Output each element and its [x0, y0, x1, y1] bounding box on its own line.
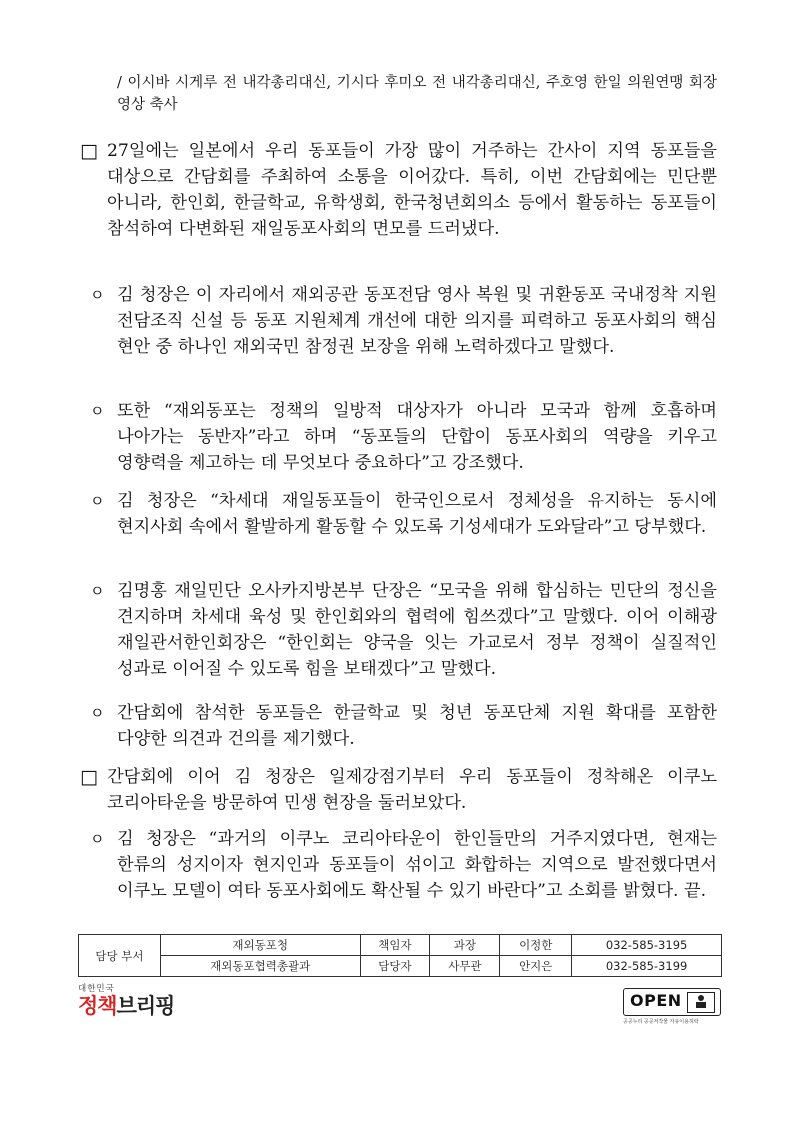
paragraph-suggestions	[90, 700, 717, 752]
paragraph-text: 김 청장은 “차세대 재일동포들이 한국인으로서 정체성을 유지하는 동시에 현지사회 속에서 활발하게 활동할 수 있도록 기성세대가 도와달라”고 당부했다.	[117, 491, 717, 537]
circle-bullet: ㅇ	[90, 704, 105, 722]
paragraph-koreatown-visit	[80, 764, 717, 816]
circle-bullet: ㅇ	[90, 492, 105, 510]
square-bullet: □	[80, 140, 98, 162]
paragraph-text: 27일에는 일본에서 우리 동포들이 가장 많이 거주하는 간사이 지역 동포들을 대상으로 간담회를 주최하여 소통을 이어갔다. 특히, 이번 간담회에는 민단뿐 아니라, 한인회, 한글학교, 유학생회, 한국청년회의소 등에서 활동하는 동포들이 참석하여 다변화된 재일동포사회의 면모를 드러냈다.	[107, 141, 717, 239]
logo-small-text: 대한민국	[78, 984, 115, 994]
paragraph-text: 김명홍 재일민단 오사카지방본부 단장은 “모국을 위해 합심하는 민단의 정신을 견지하며 차세대 육성 및 한인회와의 협력에 힘쓰겠다”고 말했다. 이어 이해광 재일관서한인회장은 “한인회는 양국을 잇는 가교로서 정부 정책이 실질적인 성과로 이어질 수 있도록 힘을 보태겠다”고 말했다.	[117, 581, 717, 679]
paragraph-text: 간담회에 이어 김 청장은 일제강점기부터 우리 동포들이 정착해온 이쿠노 코리아타운을 방문하여 민생 현장을 둘러보았다.	[107, 767, 717, 813]
logo-part2: 브리핑	[116, 994, 175, 1018]
paragraph-ikuno-model	[90, 826, 717, 904]
circle-bullet: ㅇ	[90, 286, 105, 304]
circle-bullet: ㅇ	[90, 402, 105, 420]
table-row	[79, 956, 722, 977]
open-box	[623, 988, 721, 1016]
dept-label: 담당 부서	[79, 935, 161, 977]
paragraph-consular-support	[90, 282, 717, 360]
open-label: OPEN	[630, 991, 682, 1010]
open-license-badge	[623, 988, 721, 1030]
phone-cell: 032-585-3199	[572, 956, 722, 977]
name-cell: 이정한	[500, 935, 572, 956]
role-cell: 책임자	[360, 935, 430, 956]
circle-bullet: ㅇ	[90, 582, 105, 600]
square-bullet: □	[80, 766, 98, 788]
attribution-icon	[687, 992, 715, 1013]
contact-table	[78, 934, 722, 977]
position-cell: 과장	[430, 935, 500, 956]
role-cell: 담당자	[360, 956, 430, 977]
video-congrats-line: / 이시바 시게루 전 내각총리대신, 기시다 후미오 전 내각총리대신, 주호영 한일 의원연맹 회장 영상 축사	[117, 75, 717, 113]
paragraph-community-leaders	[90, 578, 717, 682]
division-name: 재외동포협력총괄과	[160, 956, 360, 977]
agency-name: 재외동포청	[160, 935, 360, 956]
logo-part1: 정책	[78, 994, 117, 1018]
name-cell: 안지은	[500, 956, 572, 977]
open-caption: 공공누리 공공저작물 자유이용허락	[623, 1019, 699, 1025]
circle-bullet: ㅇ	[90, 830, 105, 848]
paragraph-partner-quote	[90, 398, 717, 476]
paragraph-text: 김 청장은 “과거의 이쿠노 코리아타운이 한인들만의 거주지였다면, 현재는 한류의 성지이자 현지인과 동포들이 섞이고 화합하는 지역으로 발전했다면서 이쿠노 모델이 여타 동포사회에도 확산될 수 있기 바란다”고 소회를 밝혔다. 끝.	[117, 829, 717, 901]
paragraph-text: 간담회에 참석한 동포들은 한글학교 및 청년 동포단체 지원 확대를 포함한 다양한 의견과 건의를 제기했다.	[117, 703, 717, 749]
policy-briefing-logo	[78, 982, 174, 1018]
phone-cell: 032-585-3195	[572, 935, 722, 956]
logo-main-text	[78, 994, 174, 1018]
position-cell: 사무관	[430, 956, 500, 977]
paragraph-text: 김 청장은 이 자리에서 재외공관 동포전담 영사 복원 및 귀환동포 국내정착 지원 전담조직 신설 등 동포 지원체계 개선에 대한 의지를 피력하고 동포사회의 핵심 현안 중 하나인 재외국민 참정권 보장을 위해 노력하겠다고 말했다.	[117, 285, 717, 357]
paragraph-text: 또한 “재외동포는 정책의 일방적 대상자가 아니라 모국과 함께 호흡하며 나아가는 동반자”라고 하며 “동포들의 단합이 동포사회의 역량을 키우고 영향력을 제고하는 데 무엇보다 중요하다”고 강조했다.	[117, 401, 717, 473]
table-row	[79, 935, 722, 956]
paragraph-next-generation	[90, 488, 717, 540]
paragraph-kansai-meeting	[80, 138, 717, 242]
